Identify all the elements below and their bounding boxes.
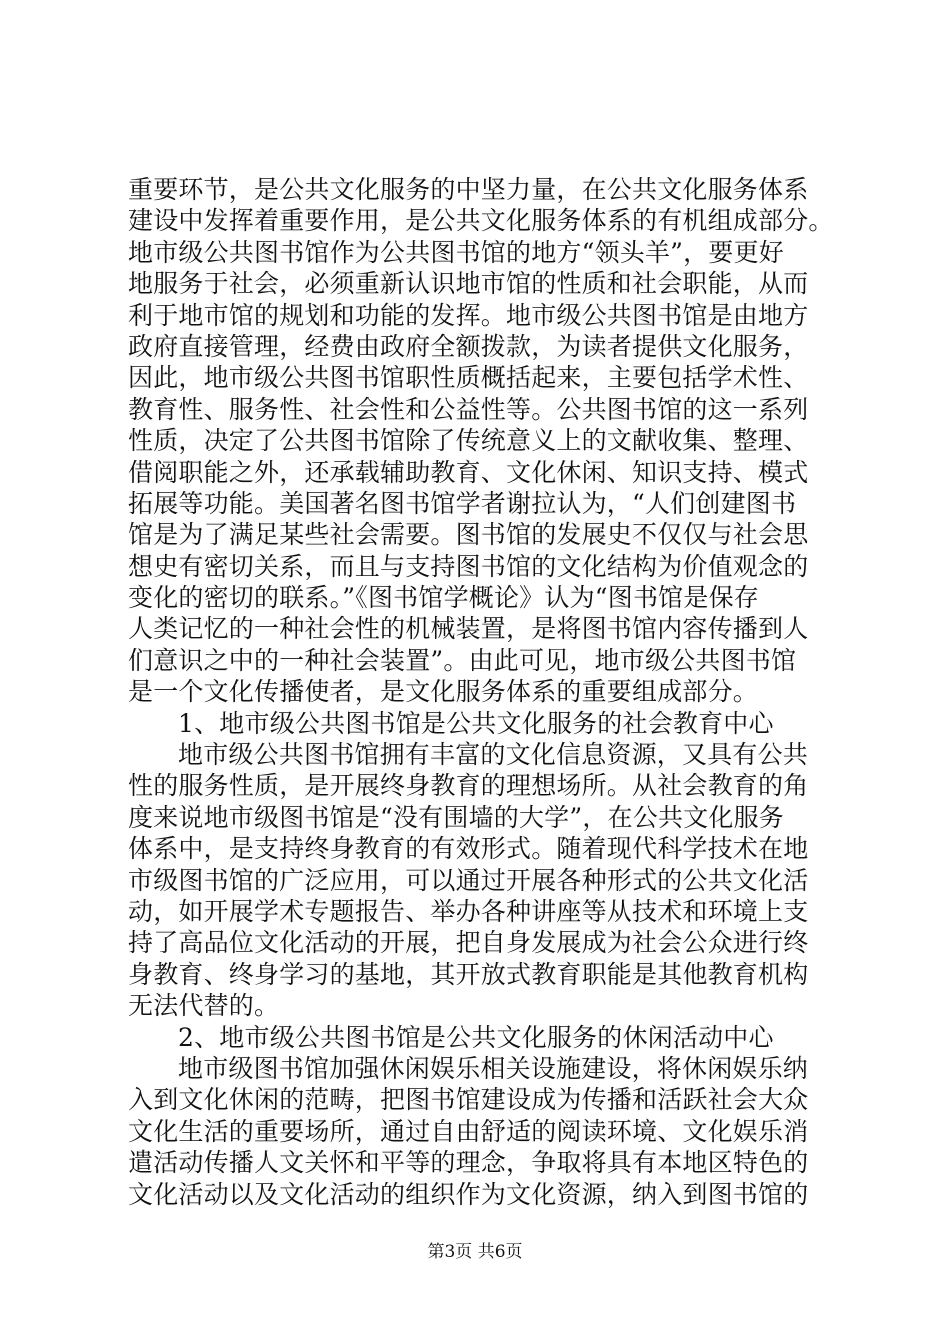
text-line: 性质，决定了公共图书馆除了传统意义上的文献收集、整理、 (128, 426, 809, 456)
text-line: 市级图书馆的广泛应用，可以通过开展各种形式的公共文化活 (128, 865, 809, 895)
text-line: 地市级公共图书馆作为公共图书馆的地方“领头羊”，要更好 (128, 237, 784, 267)
text-line: 人类记忆的一种社会性的机械装置，是将图书馆内容传播到人 (128, 614, 809, 644)
text-line: 持了高品位文化活动的开展，把自身发展成为社会公众进行终 (128, 928, 809, 958)
text-line: 性的服务性质，是开展终身教育的理想场所。从社会教育的角 (128, 771, 809, 801)
page-number-footer: 第3页 共6页 (427, 1242, 523, 1262)
document-body (128, 174, 834, 1210)
text-line: 馆是为了满足某些社会需要。图书馆的发展史不仅仅与社会思 (128, 520, 809, 550)
text-line: 身教育、终身学习的基地，其开放式教育职能是其他教育机构 (128, 959, 809, 989)
text-line: 文化生活的重要场所，通过自由舒适的阅读环境、文化娱乐消 (128, 1116, 809, 1146)
text-line: 利于地市馆的规划和功能的发挥。地市级公共图书馆是由地方 (128, 300, 809, 330)
text-line: 地市级图书馆加强休闲娱乐相关设施建设，将休闲娱乐纳 (178, 1053, 809, 1083)
text-line: 入到文化休闲的范畴，把图书馆建设成为传播和活跃社会大众 (128, 1085, 809, 1115)
text-line: 文化活动以及文化活动的组织作为文化资源，纳入到图书馆的 (128, 1179, 809, 1209)
text-line: 因此，地市级公共图书馆职性质概括起来，主要包括学术性、 (128, 363, 809, 393)
text-line: 地市级公共图书馆拥有丰富的文化信息资源，又具有公共 (178, 740, 809, 770)
text-line: 政府直接管理，经费由政府全额拨款，为读者提供文化服务， (128, 331, 809, 361)
text-line: 2、地市级公共图书馆是公共文化服务的休闲活动中心 (178, 1022, 774, 1052)
text-line: 是一个文化传播使者，是文化服务体系的重要组成部分。 (128, 677, 759, 707)
text-line: 体系中，是支持终身教育的有效形式。随着现代科学技术在地 (128, 834, 809, 864)
text-line: 1、地市级公共图书馆是公共文化服务的社会教育中心 (178, 708, 774, 738)
text-line: 想史有密切关系，而且与支持图书馆的文化结构为价值观念的 (128, 551, 809, 581)
text-line: 度来说地市级图书馆是“没有围墙的大学”，在公共文化服务 (128, 802, 784, 832)
text-line: 遣活动传播人文关怀和平等的理念，争取将具有本地区特色的 (128, 1148, 809, 1178)
text-line: 重要环节，是公共文化服务的中坚力量，在公共文化服务体系 (128, 175, 809, 204)
text-line: 变化的密切的联系。”《图书馆学概论》认为“图书馆是保存 (128, 583, 759, 613)
text-line: 建设中发挥着重要作用，是公共文化服务体系的有机组成部分。 (128, 206, 834, 236)
text-line: 动，如开展学术专题报告、举办各种讲座等从技术和环境上支 (128, 896, 809, 926)
text-line: 们意识之中的一种社会装置”。由此可见，地市级公共图书馆 (128, 645, 797, 675)
text-line: 借阅职能之外，还承载辅助教育、文化休闲、知识支持、模式 (128, 457, 809, 487)
text-line: 无法代替的。 (128, 991, 280, 1021)
text-line: 拓展等功能。美国著名图书馆学者谢拉认为，“人们创建图书 (128, 488, 797, 518)
text-line: 地服务于社会，必须重新认识地市馆的性质和社会职能，从而 (128, 269, 809, 299)
text-line: 教育性、服务性、社会性和公益性等。公共图书馆的这一系列 (128, 394, 809, 424)
